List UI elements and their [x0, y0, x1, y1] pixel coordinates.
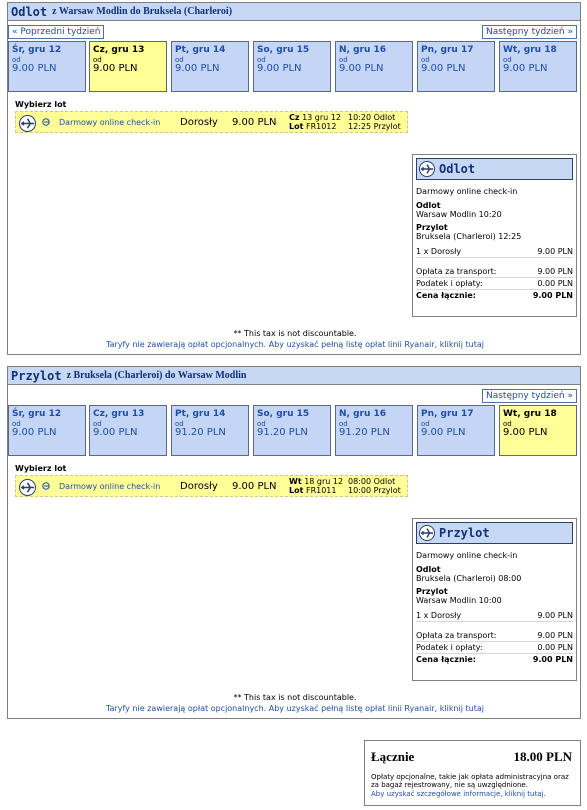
arrival-time: 12:25 Przylot: [348, 122, 401, 131]
total-value: 9.00 PLN: [532, 655, 573, 664]
inbound-day-tile[interactable]: [8, 405, 86, 456]
day-from: od: [93, 420, 102, 428]
day-from: od: [175, 56, 184, 64]
day-from: od: [93, 56, 102, 64]
grand-total-value: 18.00 PLN: [513, 749, 572, 764]
pick-flight-label: Wybierz lot: [15, 464, 67, 473]
airplane-icon: [419, 525, 435, 541]
day-price: 9.00 PLN: [421, 63, 466, 74]
inbound-day-tile[interactable]: [253, 405, 331, 456]
day-price: 9.00 PLN: [93, 427, 138, 438]
day-price: 91.20 PLN: [257, 427, 308, 438]
summary-checkin: Darmowy online check-in: [416, 187, 518, 196]
day-name: Śr, gru 12: [12, 45, 62, 55]
day-name: Wt, gru 18: [503, 409, 557, 419]
day-price: 91.20 PLN: [339, 427, 390, 438]
checkin-label: Darmowy online check-in: [59, 482, 161, 491]
arrival-time: 10:00 Przylot: [348, 486, 401, 495]
pax-price: 9.00 PLN: [537, 611, 573, 620]
summary-dep-label: Odlot: [416, 201, 441, 210]
summary-arr-label: Przylot: [416, 587, 448, 596]
outbound-day-tile[interactable]: [8, 41, 86, 92]
flight-lot-label: Lot: [289, 122, 304, 131]
day-price: 9.00 PLN: [503, 427, 548, 438]
transport-label: Opłata za transport:: [416, 631, 497, 640]
day-price: 9.00 PLN: [339, 63, 384, 74]
next-week-button[interactable]: Następny tydzień »: [482, 389, 577, 403]
flight-date: 13 gru 12: [302, 113, 341, 122]
passenger-type: Dorosły: [180, 481, 218, 492]
checkin-icon: [42, 118, 50, 126]
outbound-day-tile[interactable]: [253, 41, 331, 92]
day-name: Wt, gru 18: [503, 45, 557, 55]
pax-label: 1 x Dorosły: [416, 247, 462, 256]
summary-dep-label: Odlot: [416, 565, 441, 574]
inbound-day-tile[interactable]: [171, 405, 249, 456]
day-from: od: [503, 420, 512, 428]
airplane-icon: [19, 479, 36, 496]
outbound-day-tile[interactable]: [335, 41, 413, 92]
inbound-day-tile-selected[interactable]: [499, 405, 577, 456]
summary-arr: Bruksela (Charleroi) 12:25: [416, 232, 522, 241]
inbound-flight-row[interactable]: [15, 475, 408, 497]
flight-day: Cz: [289, 113, 300, 122]
prev-week-button[interactable]: « Poprzedni tydzień: [8, 25, 104, 39]
day-name: Pn, gru 17: [421, 45, 474, 55]
summary-title: Przylot: [439, 526, 490, 540]
inbound-summary: [412, 518, 577, 681]
day-name: Pn, gru 17: [421, 409, 474, 419]
outbound-day-tile-selected[interactable]: [89, 41, 167, 92]
day-price: 91.20 PLN: [175, 427, 226, 438]
inbound-route: z Bruksela (Charleroi) do Warsaw Modlin: [66, 370, 247, 381]
fees-link[interactable]: Taryfy nie zawierają opłat opcjonalnych. Aby uzyskać pełną listę opłat linii Ryanair, kliknij tutaj: [106, 340, 484, 349]
summary-title: Odlot: [439, 162, 476, 176]
inbound-day-selector: [8, 405, 582, 456]
inbound-panel: [7, 366, 581, 719]
day-name: Pt, gru 14: [175, 409, 226, 419]
day-name: Cz, gru 13: [93, 409, 145, 419]
outbound-title: Odlot: [11, 4, 48, 19]
summary-total-line: [416, 654, 573, 665]
total-label: Cena łącznie:: [416, 291, 477, 300]
summary-transport-line: [416, 630, 573, 642]
tax-note: ** This tax is not discountable.: [233, 693, 357, 702]
tax-value: 0.00 PLN: [537, 643, 573, 652]
summary-pax-line: [416, 246, 573, 258]
flight-info: [289, 477, 343, 495]
summary-total-line: [416, 290, 573, 301]
tax-note: ** This tax is not discountable.: [233, 329, 357, 338]
pax-label: 1 x Dorosły: [416, 611, 462, 620]
day-name: Cz, gru 13: [93, 45, 145, 55]
summary-arr: Warsaw Modlin 10:00: [416, 596, 502, 605]
flight-times: [348, 113, 401, 131]
day-price: 9.00 PLN: [12, 63, 57, 74]
day-price: 9.00 PLN: [257, 63, 302, 74]
inbound-header: [8, 367, 580, 385]
summary-header: [416, 158, 573, 180]
summary-transport-line: [416, 266, 573, 278]
flight-date: 18 gru 12: [304, 477, 344, 486]
passenger-type: Dorosły: [180, 117, 218, 128]
outbound-flight-row[interactable]: [15, 111, 408, 133]
day-price: 9.00 PLN: [175, 63, 220, 74]
summary-tax-line: [416, 278, 573, 290]
fees-link[interactable]: Taryfy nie zawierają opłat opcjonalnych. Aby uzyskać pełną listę opłat linii Ryanair, kliknij tutaj: [106, 704, 484, 713]
tax-value: 0.00 PLN: [537, 279, 573, 288]
day-from: od: [257, 56, 266, 64]
pick-flight-label: Wybierz lot: [15, 100, 67, 109]
flight-times: [348, 477, 401, 495]
next-week-button[interactable]: Następny tydzień »: [482, 25, 577, 39]
checkin-label: Darmowy online check-in: [59, 118, 161, 127]
checkin-icon: [42, 482, 50, 490]
inbound-day-tile[interactable]: [89, 405, 167, 456]
airplane-icon: [419, 161, 435, 177]
inbound-day-tile[interactable]: [335, 405, 413, 456]
day-from: od: [339, 420, 348, 428]
flight-code: FR1012: [305, 122, 337, 131]
day-from: od: [12, 420, 21, 428]
total-label: Cena łącznie:: [416, 655, 477, 664]
outbound-route: z Warsaw Modlin do Bruksela (Charleroi): [52, 6, 233, 17]
tax-label: Podatek i opłaty:: [416, 279, 483, 288]
departure-time: 10:20 Odlot: [348, 113, 396, 122]
day-name: So, gru 15: [257, 409, 310, 419]
summary-tax-line: [416, 642, 573, 654]
flight-info: [289, 113, 341, 131]
flight-price: 9.00 PLN: [232, 481, 277, 492]
day-name: Pt, gru 14: [175, 45, 226, 55]
day-from: od: [257, 420, 266, 428]
optional-fees-note: Opłaty opcjonalne, takie jak opłata administracyjna oraz za bagaż rejestrowany, nie są uwzględnione.: [371, 773, 569, 789]
transport-value: 9.00 PLN: [537, 631, 573, 640]
grand-total-label: Łącznie: [371, 749, 415, 764]
summary-arr-label: Przylot: [416, 223, 448, 232]
summary-checkin: Darmowy online check-in: [416, 551, 518, 560]
day-from: od: [12, 56, 21, 64]
day-from: od: [421, 56, 430, 64]
day-from: od: [339, 56, 348, 64]
day-from: od: [503, 56, 512, 64]
flight-code: FR1011: [305, 486, 337, 495]
flight-day: Wt: [289, 477, 302, 486]
day-price: 9.00 PLN: [12, 427, 57, 438]
day-name: So, gru 15: [257, 45, 310, 55]
day-from: od: [421, 420, 430, 428]
outbound-day-tile[interactable]: [499, 41, 577, 92]
day-name: N, gru 16: [339, 45, 387, 55]
summary-dep: Warsaw Modlin 10:20: [416, 210, 502, 219]
outbound-day-selector: [8, 41, 582, 92]
outbound-summary: [412, 154, 577, 317]
summary-pax-line: [416, 610, 573, 622]
tax-label: Podatek i opłaty:: [416, 643, 483, 652]
day-name: Śr, gru 12: [12, 409, 62, 419]
total-value: 9.00 PLN: [532, 291, 573, 300]
transport-label: Opłata za transport:: [416, 267, 497, 276]
details-link[interactable]: Aby uzyskać szczegółowe informacje, kliknij tutaj.: [371, 790, 546, 798]
flight-lot-label: Lot: [289, 486, 304, 495]
transport-value: 9.00 PLN: [537, 267, 573, 276]
day-price: 9.00 PLN: [93, 63, 138, 74]
outbound-day-tile[interactable]: [417, 41, 495, 92]
pax-price: 9.00 PLN: [537, 247, 573, 256]
day-from: od: [175, 420, 184, 428]
outbound-day-tile[interactable]: [171, 41, 249, 92]
day-price: 9.00 PLN: [421, 427, 466, 438]
departure-time: 08:00 Odlot: [348, 477, 396, 486]
outbound-panel: [7, 2, 581, 355]
flight-price: 9.00 PLN: [232, 117, 277, 128]
summary-header: [416, 522, 573, 544]
inbound-title: Przylot: [11, 368, 62, 383]
day-name: N, gru 16: [339, 409, 387, 419]
outbound-header: [8, 3, 580, 21]
summary-dep: Bruksela (Charleroi) 08:00: [416, 574, 522, 583]
day-price: 9.00 PLN: [503, 63, 548, 74]
airplane-icon: [19, 115, 36, 132]
inbound-day-tile[interactable]: [417, 405, 495, 456]
grand-total-box: [364, 740, 581, 806]
